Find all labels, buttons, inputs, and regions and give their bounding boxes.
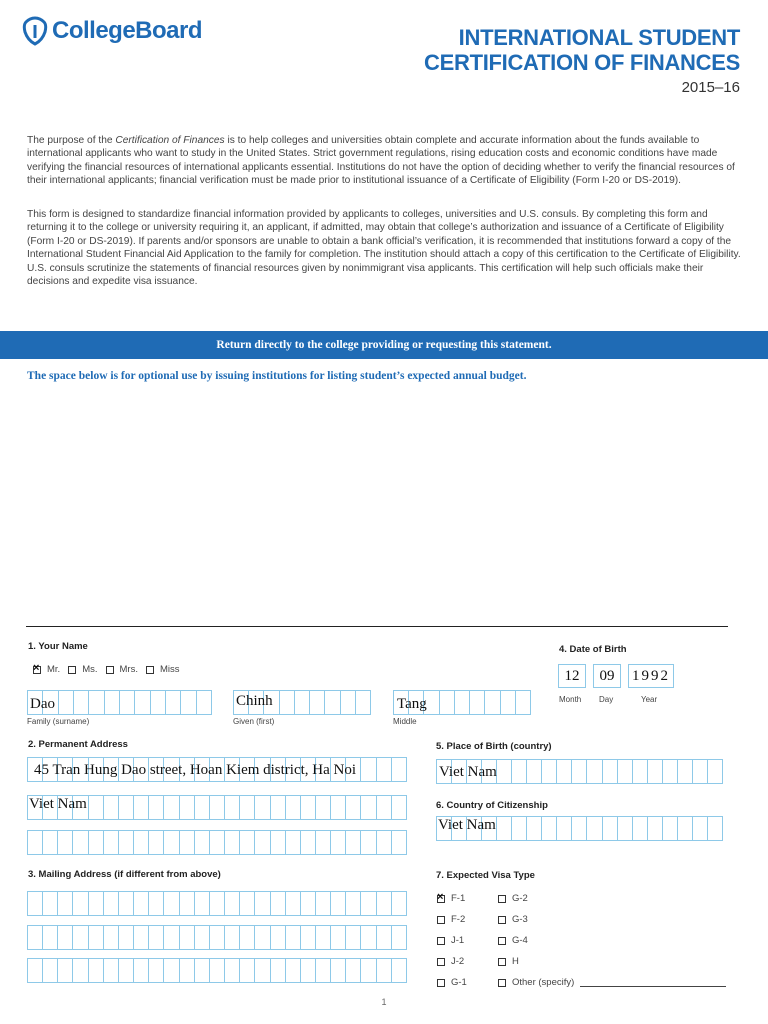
college-board-logo: [22, 16, 202, 46]
given-name-value: Chinh: [236, 693, 273, 709]
q6-label: 6. Country of Citizenship: [436, 800, 548, 811]
visa-option-j2[interactable]: J-2: [437, 956, 467, 967]
other-specify-line[interactable]: [580, 978, 726, 987]
title-line-2: CERTIFICATION OF FINANCES: [424, 50, 740, 75]
title-options: [33, 664, 180, 675]
visa-option-h[interactable]: H: [498, 956, 726, 967]
checkbox-icon[interactable]: [498, 937, 506, 945]
family-name-value: Dao: [30, 696, 55, 712]
checkbox-icon[interactable]: [498, 916, 506, 924]
title-line-1: INTERNATIONAL STUDENT: [458, 25, 740, 50]
checkbox-icon[interactable]: [437, 916, 445, 924]
checkbox-icon[interactable]: [437, 895, 445, 903]
family-caption: Family (surname): [27, 717, 90, 726]
visa-option-j1[interactable]: J-1: [437, 935, 467, 946]
middle-caption: Middle: [393, 717, 417, 726]
mailing-line-3-field[interactable]: [27, 958, 407, 983]
q3-label: 3. Mailing Address (if different from above): [28, 869, 221, 880]
visa-option-g1[interactable]: G-1: [437, 977, 467, 988]
visa-options-col-2: [498, 893, 726, 988]
q5-label: 5. Place of Birth (country): [436, 741, 552, 752]
acorn-icon: [22, 16, 48, 46]
return-banner: Return directly to the college providing or requesting this statement.: [0, 331, 768, 359]
section-divider: [26, 626, 728, 627]
visa-option-g3[interactable]: G-3: [498, 914, 726, 925]
address-line-1-value: 45 Tran Hung Dao street, Hoan Kiem district, Ha Noi: [34, 762, 357, 778]
address-line-3-field[interactable]: [27, 830, 407, 855]
address-line-2-value: Viet Nam: [29, 796, 87, 812]
visa-option-f2[interactable]: F-2: [437, 914, 467, 925]
visa-option-g2[interactable]: G-2: [498, 893, 726, 904]
title-option-miss[interactable]: Miss: [146, 664, 180, 675]
checkbox-icon[interactable]: [33, 666, 41, 674]
checkbox-icon[interactable]: [146, 666, 154, 674]
checkbox-icon[interactable]: [437, 937, 445, 945]
intro-paragraph-1: The purpose of the Certification of Finances is to help colleges and universities obtain complete and accurate information about the funds available to international applicants who want to study in the United States. Strict government regulations, rising education costs and economic conditions have made verifying the financial resources of international applicants essential. Institutions do not have the option of deciding whether to verify the financial resources of their international applicants; financial verification must be made prior to institutional issuance of a Certificate of Eligibility (Form I-20 or DS-2019).: [27, 135, 735, 187]
visa-option-other[interactable]: Other (specify): [498, 977, 726, 988]
day-caption: Day: [599, 695, 614, 704]
intro-paragraph-2: This form is designed to standardize financial information provided by applicants to colleges, universities and U.S. consuls. By completing this form and returning it to the college or university requiring it, an applicant, if admitted, may obtain that college’s authorization and issuance of a Certificate of Eligibility (Form I-20 or DS-2019). If parents and/or sponsors are unable to obtain a bank official’s verification, it is recommended that institutions forward a copy of the International Student Financial Aid Application to the family for completion. The institution should attach a copy of this certification to the Certificate of Eligibility. U.S. consuls scrutinize the statements of financial resources given by nonimmigrant visa applicants. This certification will help such officials make their decisions and expedite visa issuance.: [27, 209, 741, 288]
form-year: 2015–16: [681, 79, 740, 96]
mailing-line-1-field[interactable]: [27, 891, 407, 916]
checkbox-icon[interactable]: [498, 979, 506, 987]
title-option-mrs[interactable]: Mrs.: [106, 664, 138, 675]
checkbox-icon[interactable]: [498, 895, 506, 903]
mailing-line-2-field[interactable]: [27, 925, 407, 950]
checkbox-icon[interactable]: [498, 958, 506, 966]
checkbox-icon[interactable]: [437, 958, 445, 966]
year-caption: Year: [641, 695, 658, 704]
logo-text: CollegeBoard: [52, 17, 203, 44]
title-option-ms[interactable]: Ms.: [68, 664, 97, 675]
page-number: 1: [381, 997, 387, 1007]
citizenship-value: Viet Nam: [438, 817, 496, 833]
q4-label: 4. Date of Birth: [559, 644, 627, 655]
birth-country-value: Viet Nam: [439, 764, 497, 780]
visa-option-g4[interactable]: G-4: [498, 935, 726, 946]
checkbox-icon[interactable]: [437, 979, 445, 987]
checkbox-icon[interactable]: [106, 666, 114, 674]
dob-year-field[interactable]: 1992: [628, 664, 674, 688]
middle-name-value: Tang: [397, 696, 427, 712]
q2-label: 2. Permanent Address: [28, 739, 128, 750]
checkbox-icon[interactable]: [68, 666, 76, 674]
page-title: [424, 25, 740, 75]
q1-label: 1. Your Name: [28, 641, 88, 652]
title-option-mr[interactable]: × Mr.: [33, 664, 60, 675]
given-caption: Given (first): [233, 717, 275, 726]
month-caption: Month: [559, 695, 582, 704]
q7-label: 7. Expected Visa Type: [436, 870, 535, 881]
dob-month-field[interactable]: 12: [558, 664, 586, 688]
visa-option-f1[interactable]: × F-1: [437, 893, 467, 904]
dob-day-field[interactable]: 09: [593, 664, 621, 688]
visa-options-col-1: [437, 893, 467, 988]
optional-budget-note: The space below is for optional use by issuing institutions for listing student’s expected annual budget.: [27, 370, 527, 382]
